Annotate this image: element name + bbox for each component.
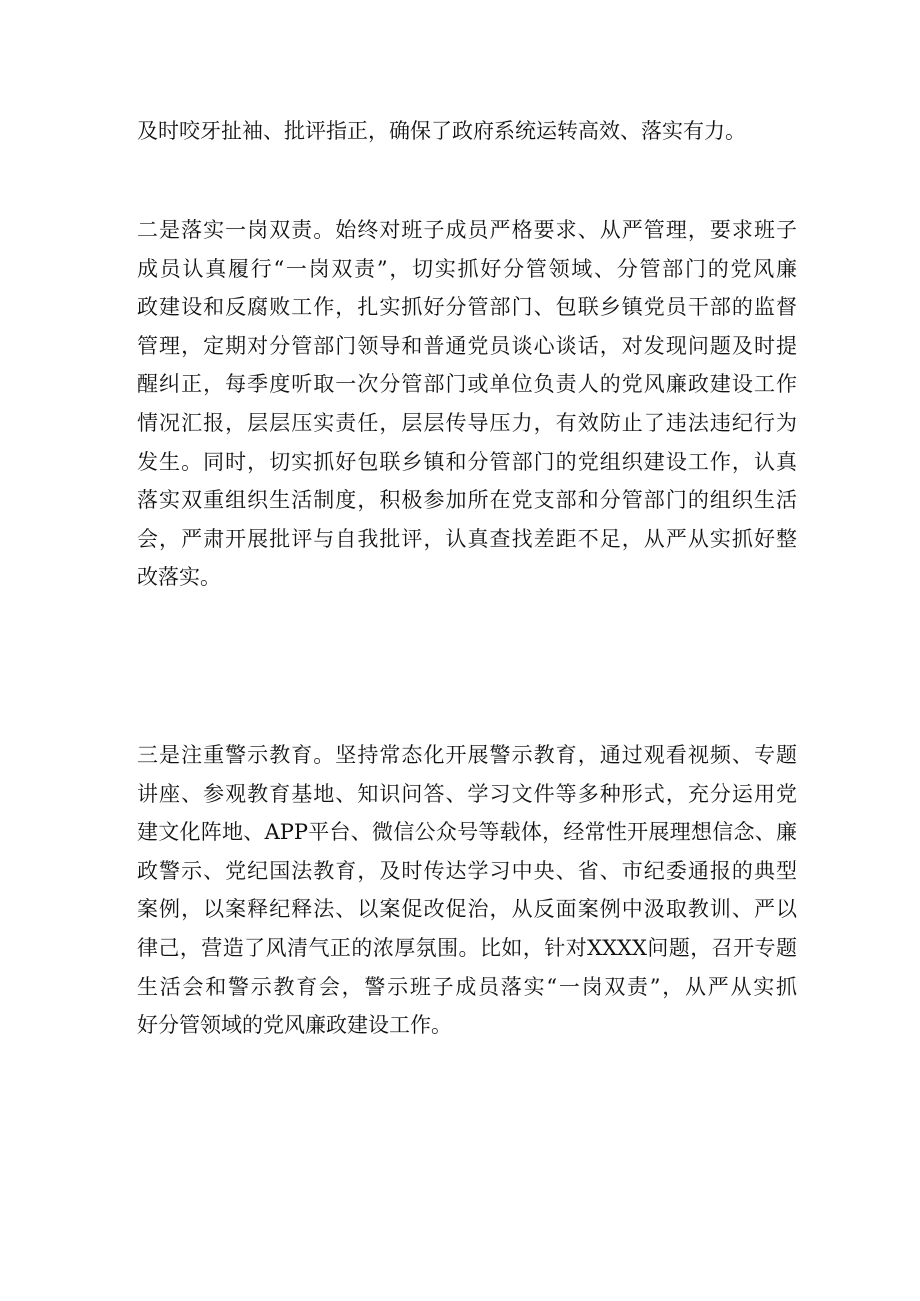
text-line: 及时咬牙扯袖、批评指正，确保了政府系统运转高效、落实有力。: [137, 119, 746, 143]
text-line: 案例，以案释纪释法、以案促改促治，从反面案例中汲取教训、严以: [137, 897, 797, 922]
text-line: 政警示、党纪国法教育，及时传达学习中央、省、市纪委通报的典型: [137, 858, 797, 883]
text-line: 二是落实一岗双责。始终对班子成员严格要求、从严管理，要求班子: [137, 218, 797, 242]
text-line: 情况汇报，层层压实责任，层层传导压力，有效防止了违法违纪行为: [137, 410, 797, 435]
text-line: 律己，营造了风清气正的浓厚氛围。比如，针对XXXX问题，召开专题: [137, 935, 797, 960]
text-line: 醒纠正，每季度听取一次分管部门或单位负责人的党风廉政建设工作: [137, 372, 797, 397]
paragraph-warning-education: [137, 736, 797, 1045]
paragraph-continuation: [137, 112, 797, 151]
text-line: 改落实。: [137, 565, 221, 590]
text-line: 政建设和反腐败工作，扎实抓好分管部门、包联乡镇党员干部的监督: [137, 295, 797, 320]
text-line: 会，严肃开展批评与自我批评，认真查找差距不足，从严从实抓好整: [137, 526, 797, 551]
text-line: 管理，定期对分管部门领导和普通党员谈心谈话，对发现问题及时提: [137, 333, 797, 358]
text-line: 生活会和警示教育会，警示班子成员落实“一岗双责”，从严从实抓: [137, 974, 797, 999]
text-line: 成员认真履行“一岗双责”，切实抓好分管领域、分管部门的党风廉: [137, 256, 797, 281]
text-line: 讲座、参观教育基地、知识问答、学习文件等多种形式，充分运用党: [137, 781, 797, 806]
paragraph-one-post-dual-duty: [137, 211, 797, 597]
text-line: 三是注重警示教育。坚持常态化开展警示教育，通过观看视频、专题: [137, 743, 797, 767]
text-line: 建文化阵地、APP平台、微信公众号等载体，经常性开展理想信念、廉: [137, 820, 797, 845]
text-line: 落实双重组织生活制度，积极参加所在党支部和分管部门的组织生活: [137, 488, 797, 513]
text-line: 好分管领域的党风廉政建设工作。: [137, 1013, 452, 1038]
text-line: 发生。同时，切实抓好包联乡镇和分管部门的党组织建设工作，认真: [137, 449, 797, 474]
